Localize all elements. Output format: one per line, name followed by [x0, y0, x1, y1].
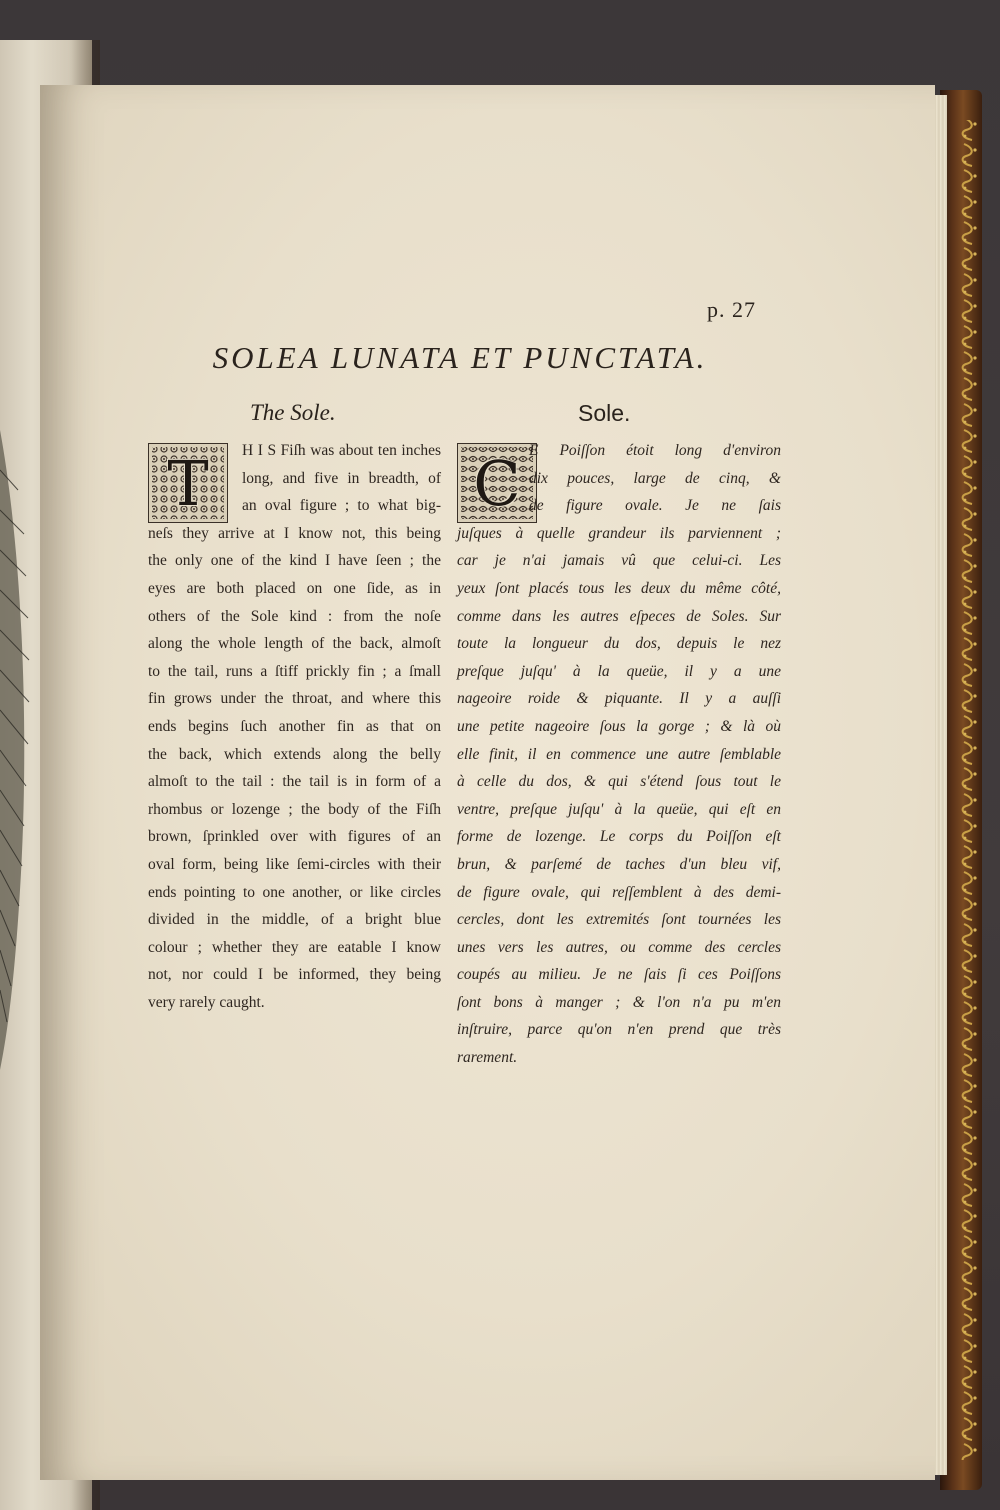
french-text-line: car je n'ai jamais vû que celui-ci. Les — [457, 552, 781, 570]
french-text-line: ventre, preſque juſqu' à la queüe, qui eſt en — [457, 800, 781, 818]
french-text-line: coupés au milieu. Je ne ſais ſi ces Poiſſons — [457, 966, 781, 984]
french-text-line: E Poiſſon étoit long d'environ — [529, 442, 781, 459]
french-heading: Sole. — [578, 400, 631, 426]
english-text-line: an oval figure ; to what big- — [242, 497, 441, 515]
french-text-line: forme de lozenge. Le corps du Poiſſon eſt — [457, 828, 781, 846]
english-text-column — [148, 437, 441, 1016]
english-text-line: others of the Sole kind : from the noſe — [148, 607, 441, 625]
english-text-line: the back, which extends along the belly — [148, 745, 441, 763]
english-text-line: colour ; whether they are eatable I know — [148, 938, 441, 956]
english-text-line: ends begins ſuch another fin as that on — [148, 717, 441, 735]
french-text-line: preſque juſqu' à la queüe, il y a une — [457, 662, 781, 680]
french-text-line: nageoire roide & piquante. Il y a auſſi — [457, 690, 781, 708]
english-heading: The Sole. — [250, 400, 336, 425]
french-text-line: yeux ſont placés tous les deux du même côté, — [457, 579, 781, 597]
french-text-line: cercles, dont les extremités ſont tournées les — [457, 911, 781, 929]
english-text-line: eyes are both placed on one ſide, as in — [148, 579, 441, 597]
french-text-line: de figure ovale. Je ne ſais — [529, 497, 781, 515]
engraved-fin-fragment — [0, 430, 40, 1070]
english-text-line: H I S Fiſh was about ten inches — [242, 442, 441, 459]
french-text-line: ſont bons à manger ; & l'on n'a pu m'en — [457, 993, 781, 1011]
french-text-line: unes vers les autres, ou comme des cercles — [457, 938, 781, 956]
english-text-line: neſs they arrive at I know not, this being — [148, 524, 441, 542]
english-text-line: brown, ſprinkled over with figures of an — [148, 828, 441, 846]
english-text-line: rhombus or lozenge ; the body of the Fiſh — [148, 800, 441, 818]
french-text-column — [457, 437, 781, 1072]
french-text-line: juſques à quelle grandeur ils parviennent ; — [457, 524, 781, 542]
english-text-line: the only one of the kind I have ſeen ; the — [148, 552, 441, 570]
french-text-line: brun, & parſemé de taches d'un bleu vif, — [457, 855, 781, 873]
english-text-line: to the tail, runs a ſtiff prickly fin ; a ſmall — [148, 662, 441, 680]
french-text-line: de figure ovale, qui reſſemblent à des demi- — [457, 883, 781, 901]
english-text-line: fin grows under the throat, and where this — [148, 690, 441, 708]
page-number: p. 27 — [707, 297, 756, 322]
species-title: SOLEA LUNATA ET PUNCTATA. — [212, 340, 708, 375]
french-text-line: une petite nageoire ſous la gorge ; & là où — [457, 717, 781, 735]
french-text-line: rarement. — [457, 1049, 518, 1067]
english-text-line: ends pointing to one another, or like circles — [148, 883, 441, 901]
english-text-line: not, nor could I be informed, they being — [148, 966, 441, 984]
english-text-line: very rarely caught. — [148, 993, 265, 1011]
english-text-line: divided in the middle, of a bright blue — [148, 911, 441, 929]
english-dropcap-letter: T — [167, 447, 209, 520]
french-text-line: dix pouces, large de cinq, & — [529, 469, 781, 487]
french-dropcap-letter: C — [473, 447, 521, 520]
french-text-line: inſtruire, parce qu'on n'en prend que très — [457, 1021, 781, 1039]
french-text-line: elle finit, il en commence une autre ſemblable — [457, 745, 781, 763]
french-text-line: toute la longueur du dos, depuis le nez — [457, 635, 781, 653]
english-text-line: long, and five in breadth, of — [242, 469, 441, 487]
english-text-line: along the whole length of the back, almoſt — [148, 635, 441, 653]
french-text-line: à celle du dos, & qui s'étend ſous tout le — [457, 773, 781, 791]
french-text-line: comme dans les autres eſpeces de Soles. Sur — [457, 607, 781, 625]
english-text-line: almoſt to the tail : the tail is in form of a — [148, 773, 441, 791]
english-text-line: oval form, being like ſemi-circles with their — [148, 855, 441, 873]
